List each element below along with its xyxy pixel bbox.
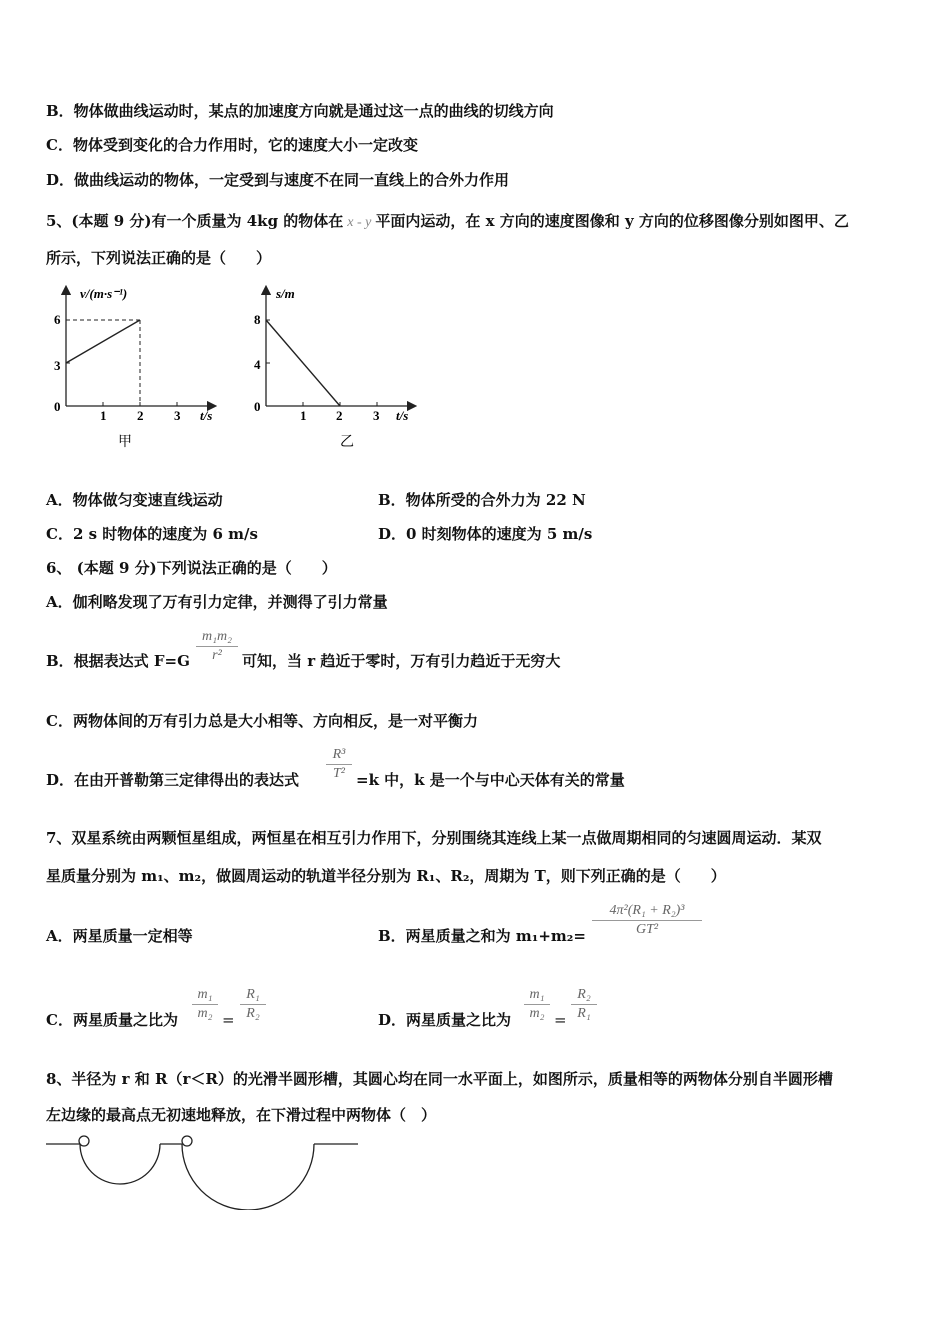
graph-yi — [240, 280, 430, 455]
q6-option-d-numerator: R³ — [332, 747, 346, 762]
q8-stem-line1: 8、半径为 r 和 R（r＜R）的光滑半圆形槽，其圆心均在同一水平面上，如图所示，质量相等的两物体分别自半圆形槽 — [46, 1070, 833, 1088]
q6-option-d-pre: D．在由开普勒第三定律得出的表达式 — [46, 771, 300, 789]
graph-jia-y-label: v/(m·s⁻¹) — [80, 286, 128, 301]
graph-yi-origin: 0 — [254, 399, 261, 414]
q5-option-a: A．物体做匀变速直线运动 — [46, 491, 223, 509]
graph-jia-ticks — [66, 320, 177, 406]
q6-option-b-denominator: r² — [212, 648, 222, 663]
q7-option-d-den1: m₂ — [529, 1006, 545, 1021]
q6-option-d-denominator: T² — [333, 766, 345, 781]
q6-stem: 6、 (本题 9 分)下列说法正确的是（ ） — [46, 559, 337, 577]
q5-stem-part2: 平面内运动，在 x 方向的速度图像和 y 方向的位移图像分别如图甲、乙 — [375, 212, 849, 230]
graph-jia-caption: 甲 — [118, 435, 132, 450]
q5-plane-label: x - y — [347, 215, 372, 230]
graph-yi-x-tick-2: 2 — [336, 408, 343, 423]
graph-yi-x-tick-1: 1 — [300, 408, 307, 423]
q6-option-b-pre: B．根据表达式 F=G — [46, 652, 190, 670]
q7-option-c-num1: m₁ — [197, 987, 213, 1002]
graph-jia-y-tick-6: 6 — [54, 312, 61, 327]
graph-jia — [40, 280, 240, 455]
q7-option-d-pre: D．两星质量之比为 — [378, 1011, 512, 1029]
q8-stem-line2: 左边缘的最高点无初速地释放，在下滑过程中两物体（ ） — [46, 1106, 437, 1124]
q7-option-d-num1: m₁ — [529, 987, 545, 1002]
q6-option-b-fraction — [196, 629, 238, 664]
fraction-bar — [524, 1004, 550, 1005]
q5-option-b: B．物体所受的合外力为 22 N — [378, 491, 586, 509]
q7-stem-line2: 星质量分别为 m₁、m₂，做圆周运动的轨道半径分别为 R₁、R₂，周期为 T，则下列正确的是（ ） — [46, 867, 726, 885]
q7-option-b-numerator: 4π²(R₁ + R₂)³ — [609, 903, 685, 918]
q7-option-c-fraction-left — [192, 987, 218, 1022]
q6-option-c: C．两物体间的万有引力总是大小相等、方向相反，是一对平衡力 — [46, 712, 478, 730]
q4-option-d: D．做曲线运动的物体，一定受到与速度不在同一直线上的合外力作用 — [46, 171, 510, 189]
graph-yi-caption: 乙 — [340, 435, 354, 450]
q7-option-d-fraction-right — [571, 987, 597, 1022]
q7-stem-line1: 7、双星系统由两颗恒星组成，两恒星在相互引力作用下，分别围绕其连线上某一点做周期相同的匀速圆周运动．某双 — [46, 829, 822, 847]
graph-yi-y-label: s/m — [276, 286, 295, 301]
graph-yi-x-tick-3: 3 — [373, 408, 380, 423]
fraction-bar — [196, 646, 238, 647]
graph-jia-x-tick-2: 2 — [137, 408, 144, 423]
q5-option-d: D．0 时刻物体的速度为 5 m/s — [378, 525, 593, 543]
large-groove — [182, 1144, 314, 1210]
graph-jia-series-line — [66, 320, 140, 363]
graph-jia-x-label: t/s — [200, 408, 213, 423]
large-ball — [182, 1136, 192, 1146]
fraction-bar — [592, 920, 702, 921]
q5-stem-line1 — [46, 211, 849, 233]
q7-option-c-pre: C．两星质量之比为 — [46, 1011, 178, 1029]
graph-yi-series-line — [266, 320, 340, 406]
q7-option-a: A．两星质量一定相等 — [46, 927, 193, 945]
graph-jia-origin: 0 — [54, 399, 61, 414]
q7-option-d-den2: R₁ — [577, 1006, 591, 1021]
graph-jia-x-tick-1: 1 — [100, 408, 107, 423]
q7-option-c-fraction-right — [240, 987, 266, 1022]
q4-option-c: C．物体受到变化的合力作用时，它的速度大小一定改变 — [46, 136, 418, 154]
q7-option-b-fraction — [592, 903, 702, 938]
graph-jia-x-tick-3: 3 — [174, 408, 181, 423]
graph-yi-ticks — [266, 320, 377, 406]
q4-option-b: B．物体做曲线运动时，某点的加速度方向就是通过这一点的曲线的切线方向 — [46, 102, 554, 120]
graph-yi-y-tick-4: 4 — [254, 357, 261, 372]
q7-option-c-equals: = — [222, 1011, 235, 1029]
q6-option-b-numerator: m₁m₂ — [202, 629, 232, 644]
q7-option-b-denominator: GT² — [635, 922, 659, 937]
q7-option-c-den2: R₂ — [246, 1006, 260, 1021]
graph-yi-x-label: t/s — [396, 408, 409, 423]
q6-option-d-post: =k 中，k 是一个与中心天体有关的常量 — [356, 771, 625, 789]
q5-stem-part1: 5、(本题 9 分)有一个质量为 4kg 的物体在 — [46, 212, 344, 230]
fraction-bar — [192, 1004, 218, 1005]
fraction-bar — [240, 1004, 266, 1005]
q6-option-d-fraction — [326, 747, 352, 782]
small-ball — [79, 1136, 89, 1146]
q7-option-d-fraction-left — [524, 987, 550, 1022]
q7-option-d-equals: = — [554, 1011, 567, 1029]
q7-option-d-num2: R₂ — [577, 987, 591, 1002]
q6-option-b-post: 可知，当 r 趋近于零时，万有引力趋近于无穷大 — [242, 652, 561, 670]
graph-jia-y-tick-3: 3 — [54, 358, 61, 373]
semicircle-grooves-diagram — [40, 1130, 370, 1210]
graph-yi-y-tick-8: 8 — [254, 312, 261, 327]
q7-option-c-num2: R₁ — [246, 987, 260, 1002]
q7-option-b-pre: B．两星质量之和为 m₁+m₂= — [378, 927, 586, 945]
small-groove — [80, 1144, 160, 1184]
q6-option-a: A．伽利略发现了万有引力定律，并测得了引力常量 — [46, 593, 388, 611]
q7-option-c-den1: m₂ — [197, 1006, 213, 1021]
fraction-bar — [326, 764, 352, 765]
fraction-bar — [571, 1004, 597, 1005]
q5-stem-line2: 所示，下列说法正确的是（ ） — [46, 249, 272, 267]
q5-option-c: C．2 s 时物体的速度为 6 m/s — [46, 525, 258, 543]
